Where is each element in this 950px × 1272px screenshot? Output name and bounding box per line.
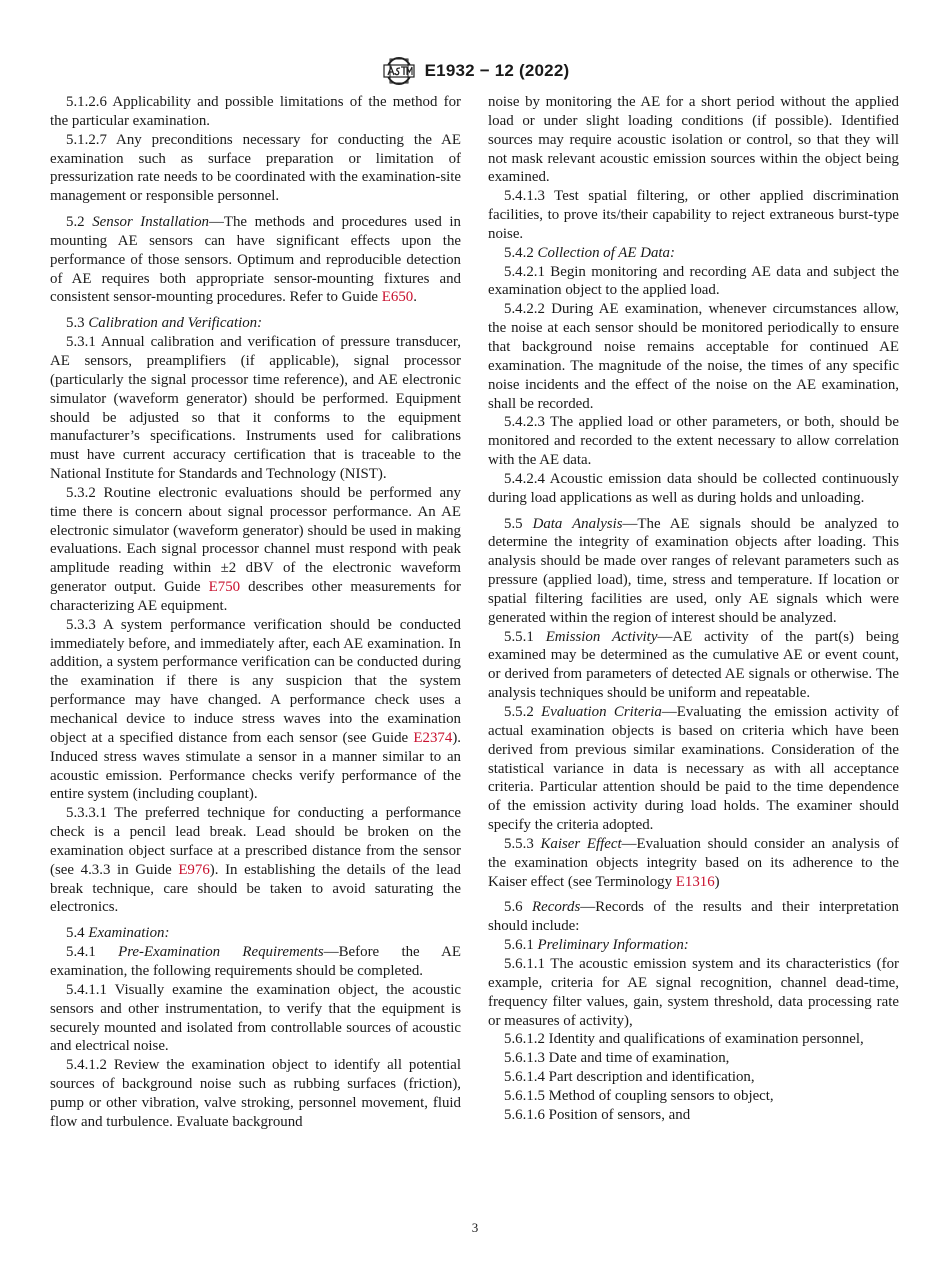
paragraph-text: 5.3.3.1 The preferred technique for conducting a performance check is a pencil lead break. Lead should be broken on the examination object surface at a prescribed distance from the sensor (see 4.3.3 in Guide (50, 805, 461, 878)
paragraph-5-5-3 (488, 835, 899, 892)
section-number: 5.3 (66, 315, 85, 332)
right-column (488, 93, 899, 1125)
paragraph-5-4-1-2-start: 5.4.1.2 Review the examination object to identify all potential sources of background noise such as rubbing surfaces (friction), pump or other vibration, valve stroking, personnel movement, fluid flow and turbulence. Evaluate background (50, 1057, 461, 1130)
paragraph-text: —The AE signals should be analyzed to determine the integrity of examination objects after loading. This analysis should be made over ranges of relevant parameters such as pressure (applied load), time, stress and temperature. If location or spatial filtering facilities are used, only AE signals which were generated within the region of interest should be analyzed. (488, 515, 899, 626)
paragraph-5-3-3-1 (50, 804, 461, 917)
paragraph-5-1-2-7: 5.1.2.7 Any preconditions necessary for conducting the AE examination such as surface preparation or limitation of pressurization rate needs to be coordinated with the examination-site management or responsible personnel. (50, 131, 461, 205)
section-title: Data Analysis (532, 515, 623, 532)
paragraph-5-4-1-1: 5.4.1.1 Visually examine the examination object, the acoustic sensors and other instrumentation, to verify that the equipment is securely mounted and isolated from controllable sources of acoustic and electrical noise. (50, 981, 461, 1055)
document-designation: E1932 − 12 (2022) (424, 61, 570, 80)
section-title: Records (532, 899, 581, 916)
paragraph-5-6-1-4: 5.6.1.4 Part description and identification, (504, 1069, 755, 1086)
section-title: Sensor Installation (92, 214, 209, 231)
paragraph-text: —Records of the results and their interpretation should include: (488, 899, 899, 935)
section-title: Examination: (88, 925, 170, 942)
paragraph-5-4-1 (50, 943, 461, 981)
section-number: 5.4 (66, 925, 85, 942)
paragraph-5-5 (488, 515, 899, 628)
paragraph-5-6-1-2: 5.6.1.2 Identity and qualifications of examination personnel, (504, 1031, 864, 1048)
page-header (0, 56, 950, 86)
section-title: Evaluation Criteria (541, 704, 662, 720)
paragraph-text: 5.3.3 A system performance verification should be conducted immediately before, and immediately after, each AE examination. In addition, a system performance verification can be conducted during the examination if there is any suspicion that the system performance may have changed. A performance check uses a mechanical device to induce stress waves into the examination object at a specified distance from each sensor (see Guide (50, 616, 461, 746)
paragraph-end: describes other measurements for characterizing AE equipment. (50, 579, 461, 614)
paragraph-5-6-1-1: 5.6.1.1 The acoustic emission system and its characteristics (for example, criteria for AE signal recognition, channel dead-time, frequency filter values, gain, system threshold, data processing rate or measures of activity), (488, 955, 899, 1029)
reference-link-e976[interactable]: E976 (178, 861, 210, 878)
page-number: 3 (471, 1220, 479, 1235)
paragraph-text: —Evaluation should consider an analysis of the examination objects integrity based on its adherence to the Kaiser effect (see Terminology (488, 835, 899, 890)
section-number: 5.5.1 (504, 628, 534, 645)
reference-link-e750[interactable]: E750 (208, 579, 241, 596)
paragraph-5-6-1-6: 5.6.1.6 Position of sensors, and (504, 1106, 691, 1123)
paragraph-5-6-1-5: 5.6.1.5 Method of coupling sensors to object, (504, 1087, 774, 1104)
paragraph-5-4-2-4: 5.4.2.4 Acoustic emission data should be collected continuously during load applications as well as during holds and unloading. (488, 470, 899, 506)
paragraph-end: . (413, 289, 417, 306)
section-title: Calibration and Verification: (88, 315, 263, 332)
reference-link-e2374[interactable]: E2374 (413, 729, 453, 746)
paragraph-5-4-1-2-continued: noise by monitoring the AE for a short period without the applied load or under slight loading conditions (if possible). Identified sources may require acoustic isolation or control, so that they will not mask relevant acoustic emission sources within the object being examined. (488, 94, 899, 186)
section-title: Collection of AE Data: (537, 244, 675, 261)
paragraph-5-4 (50, 924, 461, 943)
section-number: 5.5 (504, 515, 523, 532)
section-title: Preliminary Information: (537, 937, 689, 954)
paragraph-text: —The methods and procedures used in mounting AE sensors can have significant effects upon the performance of those sensors. Optimum and reproducible detection of AE requires both appropriate sensor-mounting fixtures and consistent sensor-mounting procedures. Refer to Guide (50, 214, 461, 306)
paragraph-5-3-2 (50, 484, 461, 616)
reference-link-e1316[interactable]: E1316 (675, 873, 715, 890)
reference-link-e650[interactable]: E650 (381, 289, 414, 306)
paragraph-5-6-1-3: 5.6.1.3 Date and time of examination, (504, 1050, 730, 1067)
paragraph-end: ). In establishing the details of the lead break technique, care should be taken to avoid saturating the electronics. (50, 861, 461, 916)
section-title: Kaiser Effect (540, 835, 622, 852)
section-number: 5.6 (504, 899, 523, 916)
section-title: Pre-Examination Requirements (118, 944, 324, 961)
paragraph-5-4-2-3: 5.4.2.3 The applied load or other parameters, or both, should be monitored and recorded to the extent necessary to allow correlation with the AE data. (488, 414, 899, 469)
paragraph-5-4-2 (488, 244, 899, 263)
paragraph-5-3-3 (50, 616, 461, 804)
section-number: 5.5.3 (504, 835, 534, 852)
paragraph-5-4-2-1: 5.4.2.1 Begin monitoring and recording AE data and subject the examination object to the applied load. (488, 263, 899, 299)
section-number: 5.5.2 (504, 704, 534, 720)
section-title: Emission Activity (545, 628, 658, 645)
paragraph-5-3 (50, 314, 461, 333)
astm-logo-icon (381, 56, 417, 86)
section-number: 5.4.1 (66, 944, 96, 961)
paragraph-end: ) (714, 873, 720, 890)
paragraph-text: —AE activity of the part(s) being examined may be determined as the cumulative AE or event count, or derived from parameters of detected AE signals or otherwise. The analysis techniques should be uniform and repeatable. (488, 628, 899, 702)
paragraph-5-5-2 (488, 703, 899, 835)
paragraph-5-1-2-6: 5.1.2.6 Applicability and possible limitations of the method for the particular examination. (50, 94, 461, 129)
paragraph-5-4-2-2: 5.4.2.2 During AE examination, whenever circumstances allow, the noise at each sensor should be monitored periodically to ensure that background noise remains acceptable for continued AE examination. The magnitude of the noise, the times of any specific noise incidents and the effect of the noise on the AE examination, shall be recorded. (488, 301, 899, 412)
paragraph-end: ). Induced stress waves stimulate a sensor in a manner similar to an acoustic emission. Performance checks verify performance of the entire system (including couplant). (50, 729, 461, 803)
paragraph-5-6-1 (488, 936, 899, 955)
paragraph-text: —Evaluating the emission activity of actual examination objects is based on criteria which have been derived from previous similar examinations. Consideration of the statistical variance in data is necessary as with all acceptance criteria. Particular attention should be paid to the time dependence of the emission activity during load holds. The examiner should specify the criteria adopted. (488, 704, 899, 834)
left-column (50, 93, 461, 1132)
paragraph-text: —Before the AE examination, the following requirements should be completed. (50, 944, 461, 979)
section-number: 5.6.1 (504, 937, 534, 954)
paragraph-5-4-1-3: 5.4.1.3 Test spatial filtering, or other applied discrimination facilities, to prove its/their capability to reject extraneous burst-type noise. (488, 188, 899, 242)
section-number: 5.2 (66, 214, 85, 231)
paragraph-5-6 (488, 898, 899, 936)
paragraph-5-3-1: 5.3.1 Annual calibration and verification of pressure transducer, AE sensors, preamplifiers (if applicable), signal processor (particularly the signal processor time reference), and AE electronic simulator (waveform generator) should be performed. Equipment should be adjusted so that it conforms to the equipment manufacturer’s specifications. Instruments used for calibrations must have current accuracy certification that is traceable to the National Institute for Standards and Technology (NIST). (50, 334, 461, 483)
paragraph-5-2 (50, 213, 461, 307)
section-number: 5.4.2 (504, 244, 534, 261)
paragraph-text: 5.3.2 Routine electronic evaluations should be performed any time there is concern about signal processor performance. An AE electronic simulator (waveform generator) should be used in making evaluations. Each signal processor channel must respond with peak amplitude reading within ±2 dBV of the electronic waveform generator output. Guide (50, 484, 461, 596)
paragraph-5-5-1 (488, 628, 899, 703)
